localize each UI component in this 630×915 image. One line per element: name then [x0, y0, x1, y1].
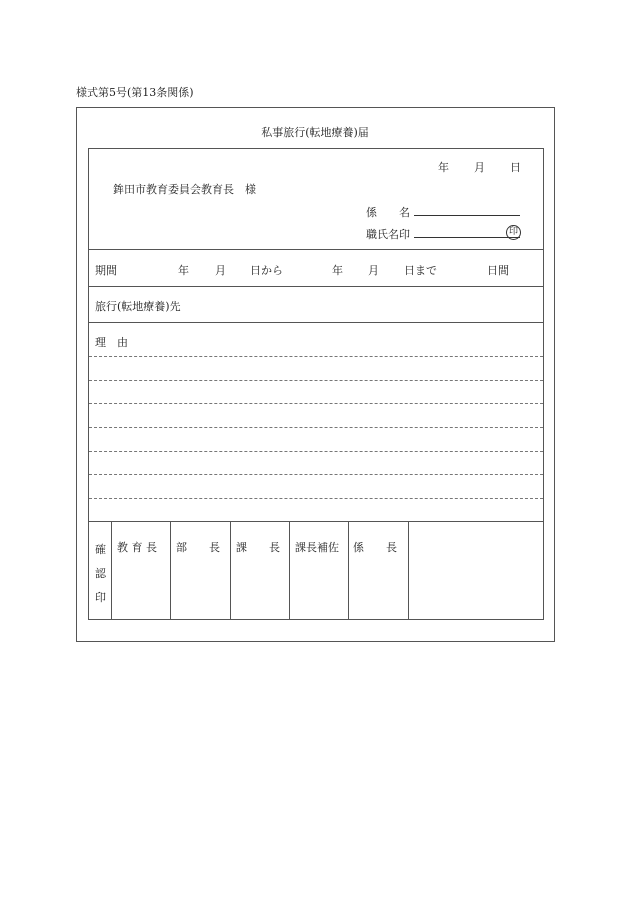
date-month-label: 月 [474, 161, 485, 174]
seal-column-assistant-chief: 課長補佐 [295, 541, 339, 554]
row-divider [88, 286, 544, 287]
reason-label: 理 由 [95, 336, 128, 349]
form-number-label: 様式第5号(第13条関係) [76, 86, 194, 99]
period-from-month: 月 [215, 264, 226, 277]
confirmation-char: 確 [95, 543, 106, 556]
column-divider [348, 521, 349, 620]
period-to-year: 年 [332, 264, 343, 277]
column-divider [230, 521, 231, 620]
column-divider [408, 521, 409, 620]
seal-column-unit-chief: 係 長 [353, 541, 397, 554]
row-divider [88, 521, 544, 522]
form-title: 私事旅行(転地療養)届 [261, 126, 369, 139]
period-from-year: 年 [178, 264, 189, 277]
seal-mark: 印 [506, 225, 521, 240]
column-divider [289, 521, 290, 620]
reason-writing-line[interactable] [89, 474, 543, 475]
position-label: 係 名 [366, 206, 410, 219]
seal-column-section-chief: 課 長 [236, 541, 280, 554]
period-from-day: 日から [250, 264, 283, 277]
seal-column-department-head: 部 長 [176, 541, 220, 554]
row-divider [88, 322, 544, 323]
reason-writing-line[interactable] [89, 380, 543, 381]
seal-column-superintendent: 教 育 長 [117, 541, 157, 554]
confirmation-char: 印 [95, 591, 106, 604]
destination-label: 旅行(転地療養)先 [95, 300, 181, 313]
reason-writing-line[interactable] [89, 356, 543, 357]
reason-writing-line[interactable] [89, 498, 543, 499]
column-divider [111, 521, 112, 620]
position-underline[interactable] [414, 215, 520, 216]
date-day-label: 日 [510, 161, 521, 174]
name-label: 職氏名印 [366, 228, 410, 241]
column-divider [170, 521, 171, 620]
period-to-month: 月 [368, 264, 379, 277]
addressee: 鉾田市教育委員会教育長 様 [113, 183, 256, 196]
reason-writing-line[interactable] [89, 427, 543, 428]
row-divider [88, 249, 544, 250]
reason-writing-line[interactable] [89, 403, 543, 404]
reason-writing-line[interactable] [89, 451, 543, 452]
period-to-day: 日まで [404, 264, 437, 277]
period-label: 期間 [95, 264, 117, 277]
date-year-label: 年 [438, 161, 449, 174]
confirmation-char: 認 [95, 567, 106, 580]
name-underline[interactable] [414, 237, 520, 238]
confirmation-seal-label [95, 538, 106, 610]
period-days: 日間 [487, 264, 509, 277]
